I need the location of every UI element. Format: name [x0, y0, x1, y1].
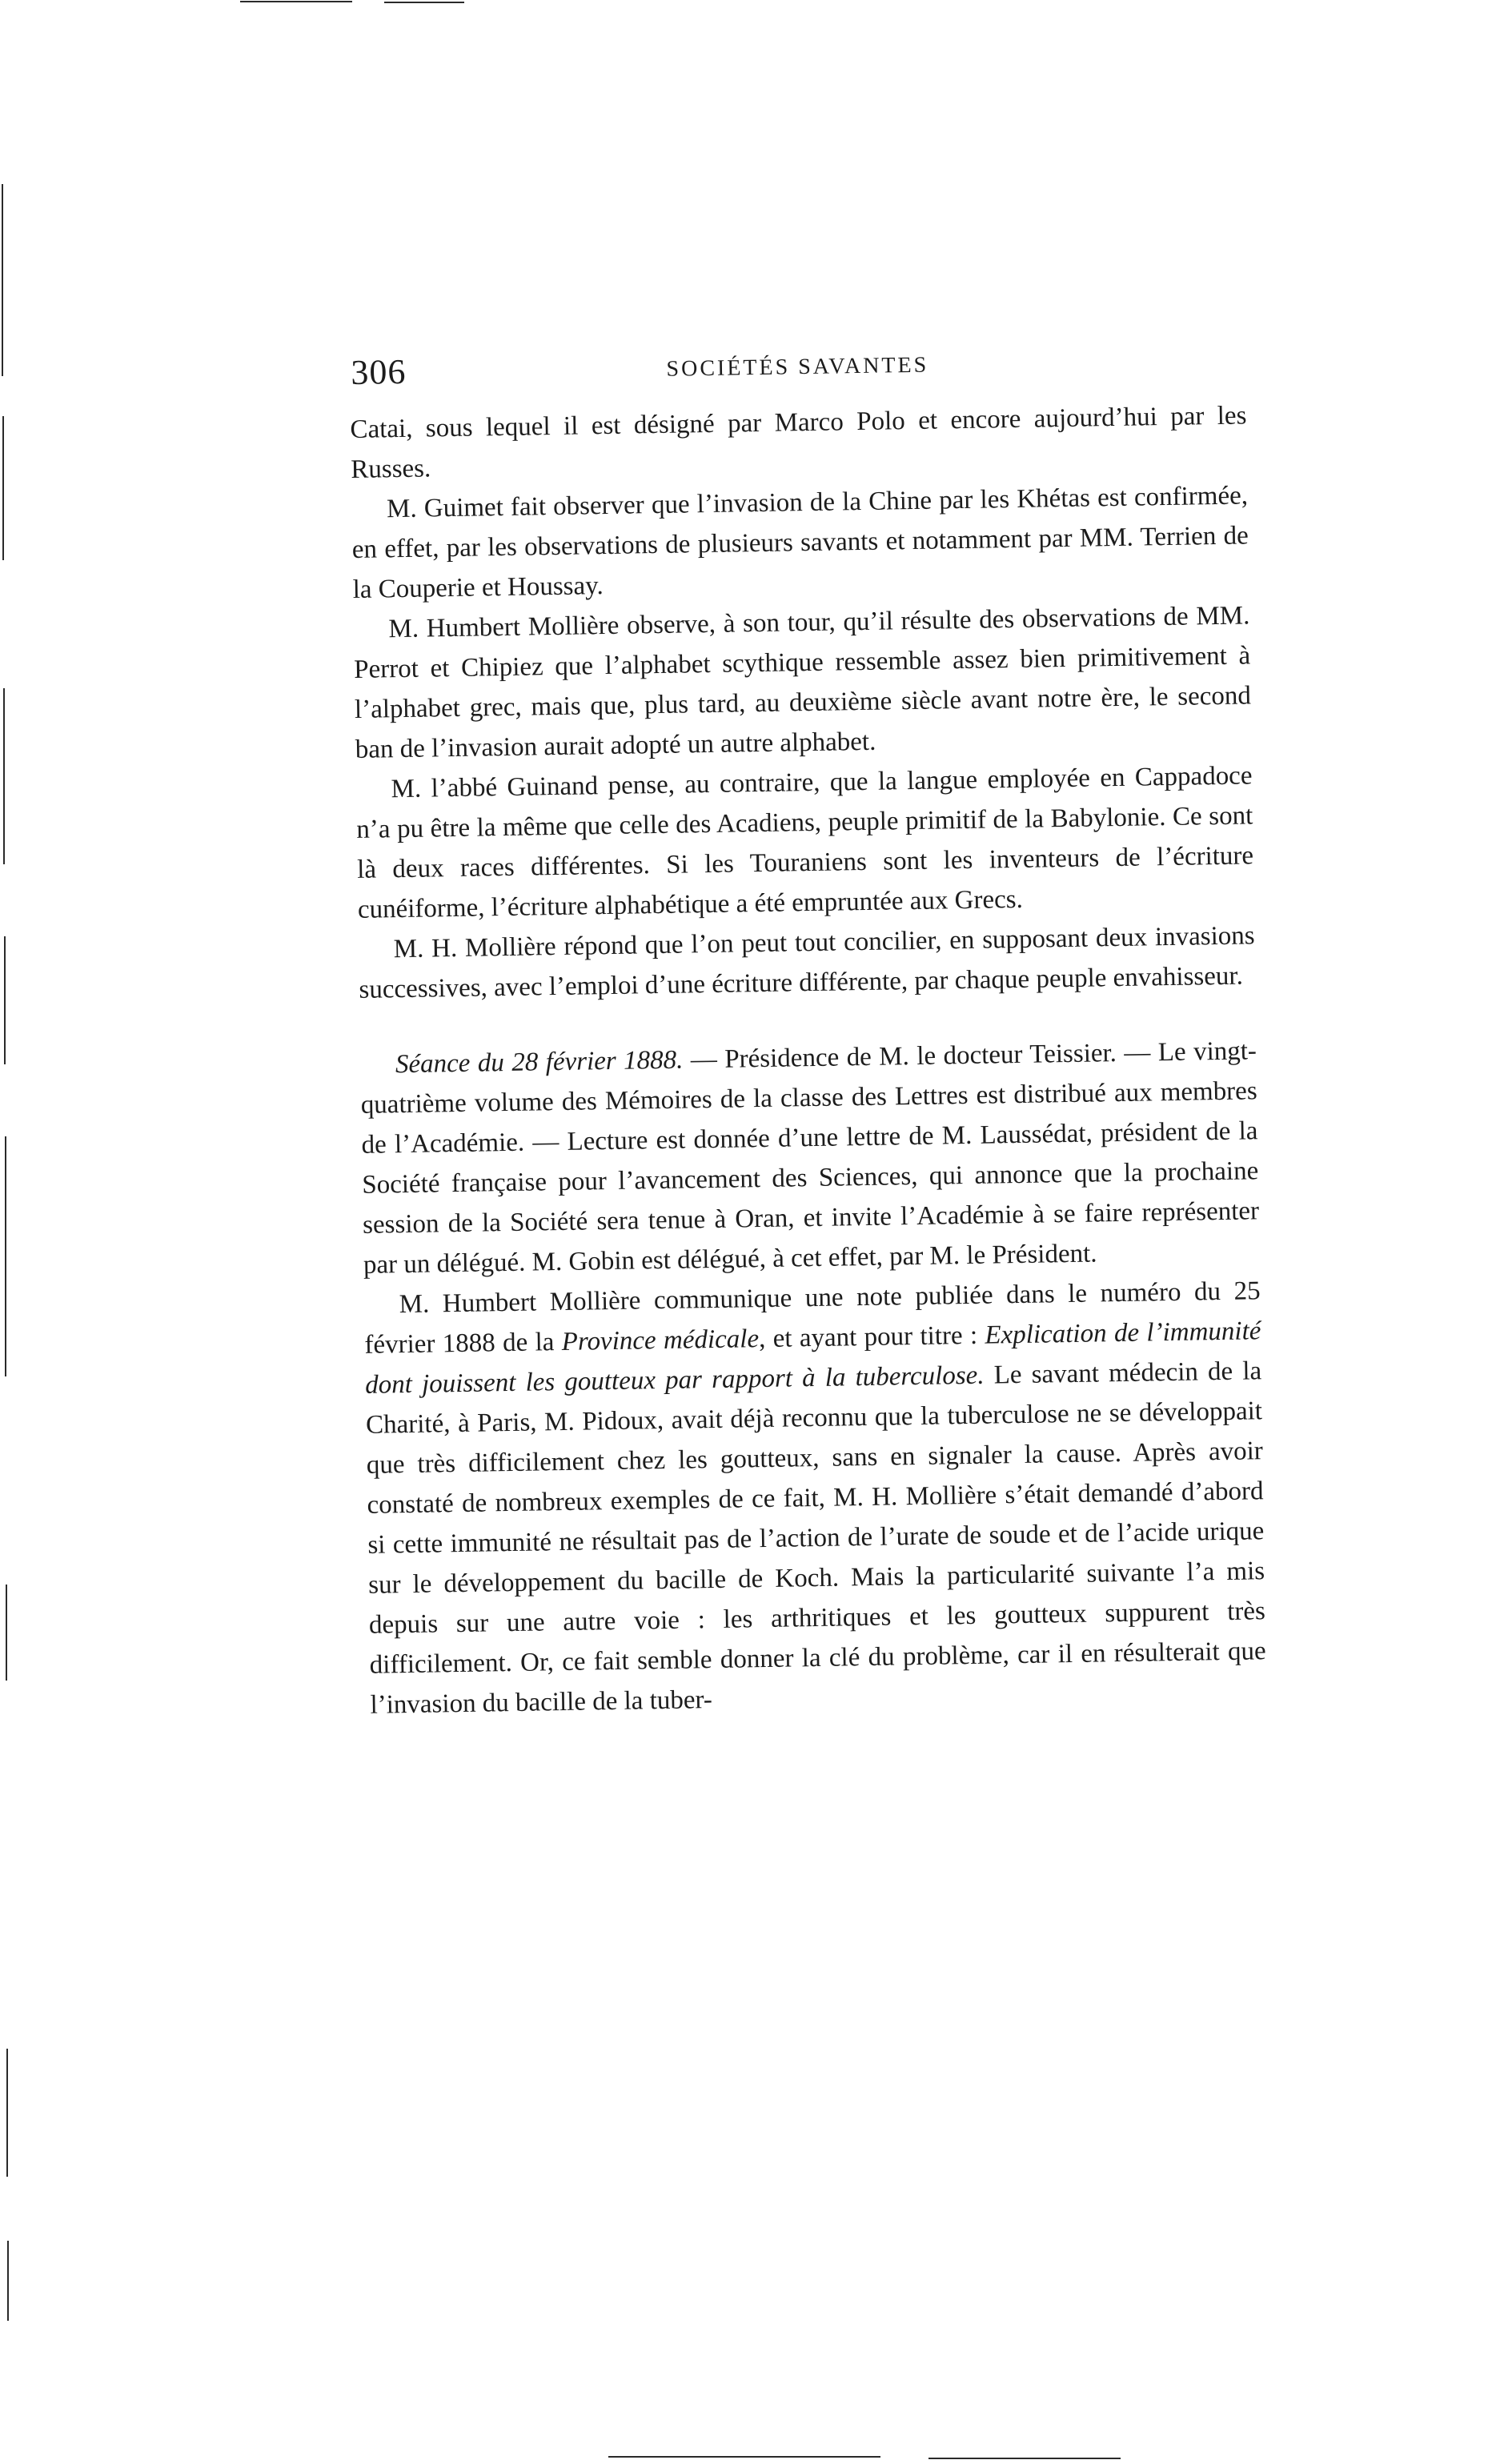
paragraph-molliere-alphabet: M. Humbert Mollière observe, à son tour, qu’il résulte des observations de MM. Perrot et Chipiez que l’alphabet scythique ressemble assez bien primitivement à l’alphabet grec, mais que, plus tard, au deuxième siècle avant notre ère, le second ban de l’invasion aurait adopté un autre alphabet.	[353, 601, 1252, 764]
communication-intro: M. Humbert Mollière communique une note publiée dans le numéro du 25 février 1888 de la	[364, 1276, 1261, 1360]
paragraph-guinand: M. l’abbé Guinand pense, au contraire, que la langue employée en Cappadoce n’a pu être la même que celle des Acadiens, peuple primitif de la Babylonie. Ce sont là deux races différentes. Si les Touraniens sont les inventeurs de l’écriture cunéiforme, l’écriture alphabétique a été empruntée aux Grecs.	[356, 761, 1254, 924]
communication-paragraph	[363, 1271, 1267, 1725]
seance-paragraph	[360, 1031, 1261, 1285]
body-text	[350, 395, 1267, 1725]
seance-text: — Présidence de M. le docteur Teissier. — Le vingt-quatrième volume des Mémoires de la classe des Lettres est distribué aux membres de l’Académie. — Lecture est donnée d’une lettre de M. Laussédat, président de la Société française pour l’avancement des Sciences, qui annonce que la prochaine session de la Société sera tenue à Oran, et invite l’Académie à se faire représenter par un délégué. M. Gobin est délégué, à cet effet, par M. le Président.	[360, 1036, 1260, 1280]
page-number: 306	[351, 351, 407, 392]
book-page	[349, 338, 1267, 1725]
paragraph-molliere-reply: M. H. Mollière répond que l’on peut tout concilier, en supposant deux invasions successives, avec l’emploi d’une écriture différente, par chaque peuple envahisseur.	[359, 921, 1255, 1004]
journal-title: Province médicale	[561, 1324, 760, 1356]
paragraph-guimet: M. Guimet fait observer que l’invasion de la Chine par les Khétas est confirmée, en effet, par les observations de plusieurs savants et notamment par MM. Terrien de la Couperie et Houssay.	[351, 481, 1249, 604]
paragraph-continuation: Catai, sous lequel il est désigné par Marco Polo et encore aujourd’hui par les Russes.	[350, 401, 1247, 484]
seance-date: Séance du 28 février 1888.	[395, 1045, 684, 1080]
note-title: Explication de l’immunité dont jouissent les goutteux par rapport à la tuberculose.	[364, 1316, 1261, 1400]
communication-link: , et ayant pour titre :	[758, 1320, 985, 1354]
running-title: SOCIÉTÉS SAVANTES	[666, 352, 929, 382]
communication-body: Le savant médecin de la Charité, à Paris, M. Pidoux, avait déjà reconnu que la tuberculose ne se développait que très difficilement chez les goutteux, sans en signaler la cause. Après avoir constaté de nombreux exemples de ce fait, M. H. Mollière s’était demandé d’abord si cette immunité ne résultait pas de l’action de l’urate de soude et de l’acide urique sur le développement du bacille de Koch. Mais la particularité suivante l’a mis depuis sur une autre voie : les arthritiques et les goutteux suppurent très difficilement. Or, ce fait semble donner la clé du problème, car il en résulterait que l’invasion du bacille de la tuber-	[365, 1356, 1266, 1720]
